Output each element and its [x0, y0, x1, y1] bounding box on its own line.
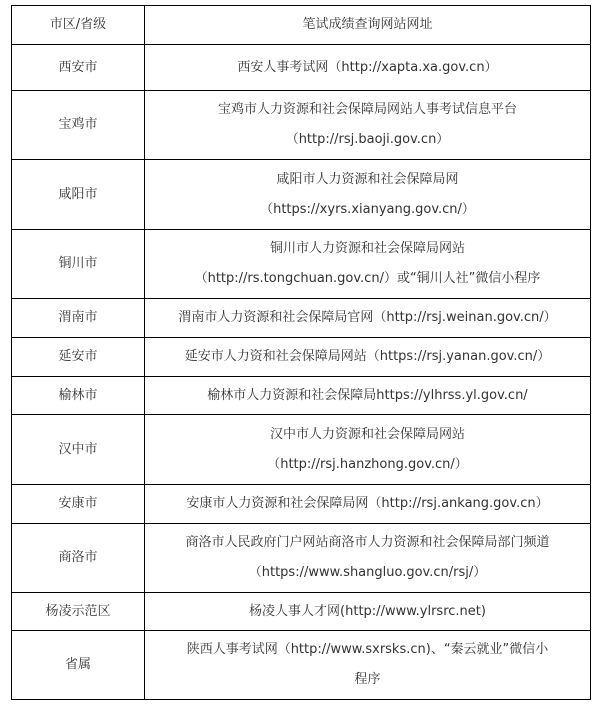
header-region: 市区/省级: [12, 6, 145, 45]
site-line: 宝鸡市人力资源和社会保障局网站人事考试信息平台: [217, 102, 517, 117]
table-row: [12, 338, 591, 377]
site-cell: [145, 415, 591, 485]
region-cell: 延安市: [12, 338, 145, 377]
table-row: [12, 230, 591, 299]
site-line: 商洛市人民政府门户网站商洛市人力资源和社会保障局部门频道: [185, 535, 550, 550]
site-line: 西安人事考试网（http://xapta.xa.gov.cn）: [237, 59, 498, 75]
site-line: 延安市人力资和社会保障局网站（https://rsj.yanan.gov.cn/）: [184, 349, 551, 364]
site-line: 渭南市人力资源和社会保障局官网（http://rsj.weinan.gov.cn/）: [178, 310, 557, 325]
region-cell: 西安市: [12, 45, 145, 91]
site-cell: [145, 524, 591, 593]
header-site: 笔试成绩查询网站网址: [145, 6, 591, 45]
site-cell: [145, 299, 591, 338]
region-cell: 宝鸡市: [12, 91, 145, 160]
site-cell: [145, 160, 591, 230]
site-line: （https://www.shangluo.gov.cn/rsj/）: [248, 565, 487, 580]
site-line: 安康市人力资源和社会保障局网（http://rsj.ankang.gov.cn）: [186, 496, 549, 511]
region-cell: 商洛市: [12, 524, 145, 593]
site-cell: [145, 593, 591, 631]
region-cell: 咸阳市: [12, 160, 145, 230]
table-row: [12, 593, 591, 631]
table-row: [12, 45, 591, 91]
site-line: （http://rs.tongchuan.gov.cn/）或“铜川人社”微信小程序: [194, 271, 541, 286]
region-cell: 铜川市: [12, 230, 145, 299]
site-line: 程序: [354, 672, 381, 687]
table-row: [12, 91, 591, 160]
site-line: 咸阳市人力资源和社会保障局网: [276, 171, 459, 187]
region-cell: 杨凌示范区: [12, 593, 145, 631]
site-cell: [145, 338, 591, 377]
region-cell: 榆林市: [12, 377, 145, 415]
site-line: 铜川市人力资源和社会保障局网站: [269, 241, 465, 256]
site-cell: [145, 485, 591, 524]
header-row: [12, 6, 591, 45]
region-cell: 渭南市: [12, 299, 145, 338]
site-line: 陕西人事考试网（http://www.sxrsks.cn)、“秦云就业”微信小: [186, 642, 549, 657]
site-cell: [145, 230, 591, 299]
site-cell: [145, 377, 591, 415]
table-row: [12, 485, 591, 524]
site-cell: [145, 91, 591, 160]
site-cell: [145, 45, 591, 91]
table-row: [12, 415, 591, 485]
site-line: （https://xyrs.xianyang.gov.cn/）: [260, 201, 475, 217]
region-cell: 安康市: [12, 485, 145, 524]
site-line: （http://rsj.baoji.gov.cn）: [285, 132, 450, 147]
exam-score-sites-table: [11, 5, 591, 700]
site-line: 汉中市人力资源和社会保障局网站: [269, 426, 465, 442]
table-row: [12, 160, 591, 230]
table-row: [12, 377, 591, 415]
region-cell: 省属: [12, 631, 145, 700]
table-row: [12, 299, 591, 338]
table-row: [12, 524, 591, 593]
table-row: [12, 631, 591, 700]
site-line: （http://rsj.hanzhong.gov.cn/）: [267, 456, 468, 472]
site-cell: [145, 631, 591, 700]
region-cell: 汉中市: [12, 415, 145, 485]
site-line: 杨凌人事人才网(http://www.ylrsrc.net): [249, 603, 486, 619]
site-line: 榆林市人力资源和社会保障局https://ylhrss.yl.gov.cn/: [207, 387, 528, 403]
